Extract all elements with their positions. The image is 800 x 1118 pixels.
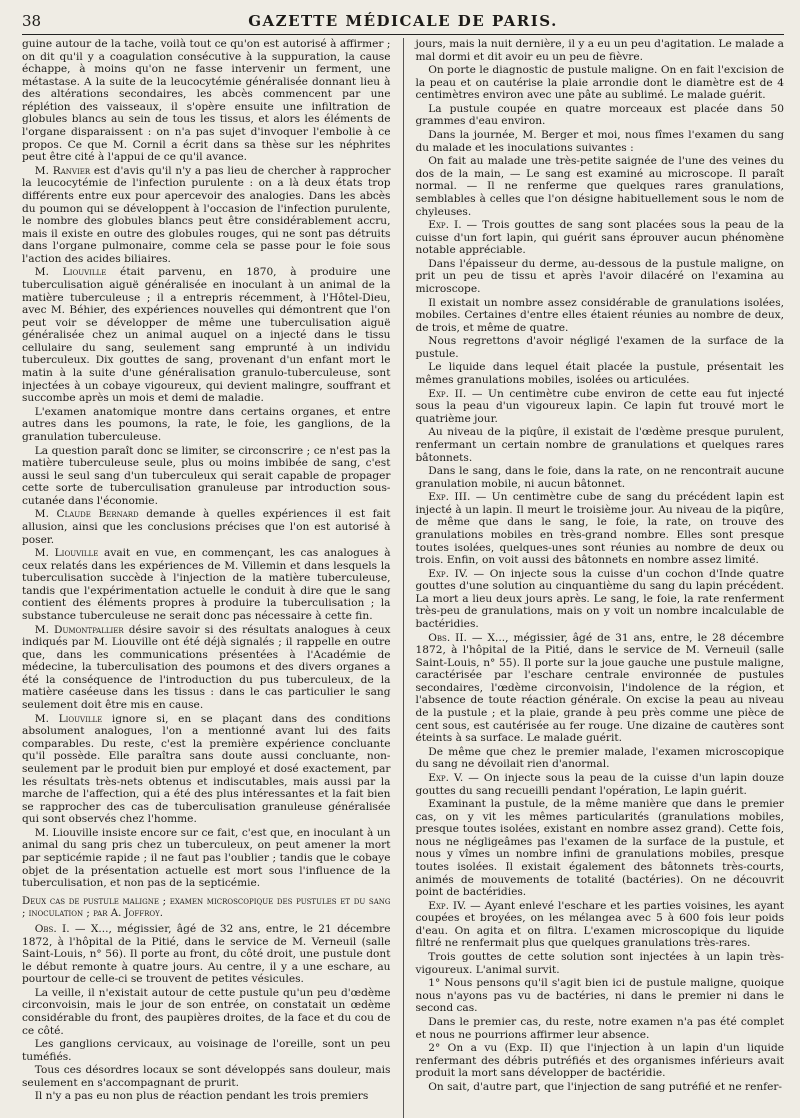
paragraph (416, 219, 785, 257)
paragraph (22, 827, 391, 890)
paragraph-text: — Un centimètre cube de sang du précédent lapin est injecté à un lapin. Il meurt le troisième jour. Au niveau de la piqûre, de même que dans le sang, le foie, la rate, on trouve des granulations mobiles en très-grand nombre. Elles sont presque toutes isolées, quelques-unes sont réunies au nombre de deux ou trois. Enfin, on voit aussi des bâtonnets en nombre assez limité. (415, 491, 784, 567)
speaker-name: Obs. II. (428, 631, 467, 644)
paragraph (22, 165, 391, 266)
paragraph (22, 38, 391, 164)
paragraph-text: — X..., mégissier, âgé de 31 ans, entre, le 28 décembre 1872, à l'hôpital de la Pitié, dans le service de M. Verneuil (salle Saint-Louis, n° 55). Il porte sur la joue gauche une pustule maligne, caractérisée par l'eschare centrale environnée de pustules secondaires, l'œdème circonvoisin, l'indolence de la région, et l'absence de toute réaction générale. On excise la peau au niveau de la pustule ; et la plaie, grande à peu près comme une pièce de cent sous, est cautérisée au fer rouge. Une dizaine de cautères sont éteints à sa surface. Le malade guérit. (415, 631, 784, 745)
paragraph-text: — Ayant enlevé l'eschare et les parties voisines, les ayant coupées et broyées, on les mélangea avec 5 à 600 fois leur poids d'eau. On agita et on filtra. L'examen microscopique du liquide filtré ne renfermait plus que quelques granulations très-rares. (415, 899, 784, 950)
left-column (22, 38, 391, 1118)
paragraph-text: guine autour de la tache, voilà tout ce qu'on est autorisé à affirmer ; on dit qu'il y a coagulation consécutive à la suppuration, la cause échappe, à moins qu'on ne fasse intervenir un ferment, une métastase. A la suite de la leucocytémie généralisée donnant lieu à des altérations secondaires, les abcès commencent par une réplétion des vaisseaux, il s'opère ensuite une infiltration de globules blancs au sein de tous les tissus, et alors les éléments de l'organe disparaissent : on n'a pas sujet d'invoquer l'embolie à ce propos. Ce que M. Cornil a écrit dans sa thèse sur les néphrites peut être cité à l'appui de ce qu'il avance. (22, 38, 391, 164)
speaker-name: M. Liouville (34, 266, 107, 279)
paragraph (22, 987, 391, 1037)
paragraph (416, 977, 785, 1015)
speaker-name: Exp. V. (428, 771, 464, 784)
journal-title: GAZETTE MÉDICALE DE PARIS. (248, 12, 558, 30)
paragraph (416, 388, 785, 426)
paragraph-text: — On injecte sous la cuisse d'un cochon d'Inde quatre gouttes d'une solution au cinquantième du sang du lapin précédent. La mort a lieu deux jours après. Le sang, le foie, la rate renferment très-peu de granulations, mais on y voit un nombre incalculable de bactéridies. (415, 567, 784, 631)
paragraph (416, 951, 785, 976)
paragraph-text: Tous ces désordres locaux se sont développés sans douleur, mais seulement en s'accompagnant de prurit. (22, 1064, 391, 1089)
paragraph (22, 1090, 391, 1103)
paragraph-text: Le liquide dans lequel était placée la pustule, présentait les mêmes granulations mobiles, isolées ou articulées. (415, 361, 784, 387)
paragraph (416, 632, 785, 745)
paragraph-text: Les ganglions cervicaux, au voisinage de l'oreille, sont un peu tuméfiés. (22, 1038, 391, 1063)
paragraph-text: désire savoir si des résultats analogues à ceux indiqués par M. Liouville ont été déjà signalés ; il rappelle en outre que, dans les communications présentées à l'Académie de médecine, la tuberculisation des poumons et des divers organes a été la conséquence de l'introduction du pus tuberculeux, de la matière caséeuse dans les tissus : dans le cas particulier le sang seulement doit être mis en cause. (22, 623, 391, 712)
paragraph-text: Dans le premier cas, du reste, notre examen n'a pas été complet et nous ne pourrions affirmer leur absence. (415, 1015, 784, 1041)
paragraph (22, 445, 391, 508)
paragraph (22, 508, 391, 546)
paragraph-text: — Un centimètre cube environ de cette eau fut injecté sous la peau d'un vigoureux lapin. Ce lapin fut trouvé mort le quatrième jour. (415, 387, 784, 425)
paragraph (22, 896, 391, 920)
paragraph-text: On fait au malade une très-petite saignée de l'une des veines du dos de la main, — Le sang est examiné au microscope. Il paraît normal. — Il ne renferme que quelques rares granulations, semblables à celles que l'on désigne habituellement sous le nom de chyleuses. (415, 155, 784, 218)
paragraph (416, 103, 785, 128)
speaker-name: Exp. IV. (428, 567, 468, 580)
speaker-name: Obs. I. (34, 922, 70, 935)
speaker-name: M. Liouville (34, 547, 99, 560)
paragraph (416, 900, 785, 950)
paragraph-text: Deux cas de pustule maligne ; examen microscopique des pustules et du sang ; inoculation ; par A. Joffroy. (22, 895, 391, 919)
page-number: 38 (22, 12, 42, 30)
paragraph (416, 465, 785, 490)
speaker-name: M. Ranvier (34, 164, 91, 177)
paragraph-text: Dans le sang, dans le foie, dans la rate, on ne rencontrait aucune granulation mobile, ni aucun bâtonnet. (415, 465, 784, 490)
paragraph-text: Nous regrettons d'avoir négligé l'examen de la surface de la pustule. (415, 335, 784, 360)
speaker-name: Exp. I. (428, 219, 462, 232)
paragraph (416, 38, 785, 63)
paragraph (22, 713, 391, 826)
paragraph (416, 798, 785, 899)
paragraph-text: avait en vue, en commençant, les cas analogues à ceux relatés dans les expériences de M. Villemin et dans lesquels la tuberculisation succède à l'injection de la matière tuberculeuse, tandis que l'expérimentation actuelle le conduit à dire que le sang contient des éléments propres à produire la tuberculisation ; la substance tuberculeuse ne serait donc pas nécessaire à cette fin. (22, 547, 391, 623)
paragraph (22, 923, 391, 986)
page-header (22, 12, 784, 35)
paragraph-text: ignore si, en se plaçant dans des conditions absolument analogues, l'on a mentionné avant lui des faits comparables. Du reste, c'est la première expérience concluante qu'il possède. Elle paraîtra sans doute aussi concluante, non-seulement par le produit bien pur employé et dosé exactement, par les résultats très-nets obtenus et indiscutables, mais aussi par la marche de l'affection, qui a été des plus intéressantes et la fait bien se rapprocher des cas de tuberculisation granuleuse généralisée qui sont observés chez l'homme. (22, 712, 391, 826)
paragraph (416, 297, 785, 335)
paragraph-text: On sait, d'autre part, que l'injection de sang putréfié et ne renfer- (428, 1080, 783, 1093)
paragraph (22, 624, 391, 712)
paragraph (22, 406, 391, 444)
text-columns (22, 38, 784, 1118)
paragraph-text: jours, mais la nuit dernière, il y a eu un peu d'agitation. Le malade a mal dormi et dit avoir eu un peu de fièvre. (415, 38, 784, 63)
paragraph-text: Il n'y a pas eu non plus de réaction pendant les trois premiers (34, 1090, 369, 1103)
speaker-name: M. Dumontpallier (34, 623, 124, 636)
paragraph-text: M. Liouville insiste encore sur ce fait, c'est que, en inoculant à un animal du sang pris chez un tuberculeux, on peut amener la mort par septicémie rapide ; il ne faut pas l'oublier ; tandis que le cobaye objet de la présentation actuelle est mort sous l'influence de la tuberculisation, et non pas de la septicémie. (22, 826, 391, 890)
paragraph (416, 258, 785, 296)
paragraph-text: Examinant la pustule, de la même manière que dans le premier cas, on y vit les mêmes particularités (granulations mobiles, presque toutes isolées, existant en nombre assez grand). Cette fois, nous ne négligeâmes pas l'examen de la surface de la pustule, et nous y vîmes un nombre infini de granulations mobiles, presque toutes isolées. Il existait également des bâtonnets très-courts, animés de mouvements de totalité (bactéries). On ne découvrit point de bactéridies. (415, 798, 784, 899)
paragraph-text: Trois gouttes de cette solution sont injectées à un lapin très-vigoureux. L'animal survit. (415, 951, 784, 976)
paragraph (22, 1038, 391, 1063)
paragraph-text: Dans l'épaisseur du derme, au-dessous de la pustule maligne, on prit un peu de tissu et après l'avoir dilacéré on l'examina au microscope. (415, 257, 784, 295)
speaker-name: Exp. II. (428, 387, 467, 400)
paragraph (416, 1042, 785, 1080)
paragraph-text: est d'avis qu'il n'y a pas lieu de chercher à rapprocher la leucocytémie de l'infection purulente : on a là deux états trop différents entre eux pour apercevoir des analogies. Dans les abcès du poumon qui se développent à l'occasion de l'infection purulente, le nombre des globules blancs peut être considérablement accru, mais il existe en outre des globules rouges, qui ne sont pas détruits dans l'organe pulmonaire, comme cela se passe pour le foie sous l'action des acides biliaires. (22, 164, 391, 265)
paragraph (416, 746, 785, 771)
paragraph (416, 1016, 785, 1041)
paragraph (416, 335, 785, 360)
paragraph (22, 266, 391, 404)
paragraph-text: Dans la journée, M. Berger et moi, nous fîmes l'examen du sang du malade et les inoculations suivantes : (415, 129, 784, 154)
paragraph-text: demande à quelles expériences il est fait allusion, ainsi que les conclusions précises que l'on est autorisé à poser. (22, 508, 391, 546)
paragraph-text: — Trois gouttes de sang sont placées sous la peau de la cuisse d'un fort lapin, qui guérit sans éprouver aucun phénomène notable appréciable. (415, 219, 784, 257)
paragraph (416, 1081, 785, 1094)
paragraph-text: — X..., mégissier, âgé de 32 ans, entre, le 21 décembre 1872, à l'hôpital de la Pitié, dans le service de M. Verneuil (salle Saint-Louis, n° 56). Il porte au front, du côté droit, une pustule dont le début remonte à quatre jours. Au centre, il y a une eschare, au pourtour de celle-ci se trouvent de petites vésicules. (22, 922, 391, 986)
speaker-name: Exp. III. (428, 491, 471, 504)
paragraph-text: Au niveau de la piqûre, il existait de l'œdème presque purulent, renfermant un certain nombre de granulations et quelques rares bâtonnets. (415, 426, 784, 464)
speaker-name: M. Liouville (34, 712, 103, 725)
paragraph-text: 2° On a vu (Exp. II) que l'injection à un lapin d'un liquide renfermant des débris putréfiés et des organismes inférieurs avait produit la mort sans développer de bactéridie. (415, 1042, 784, 1080)
paragraph-text: La veille, il n'existait autour de cette pustule qu'un peu d'œdème circonvoisin, mais le jour de son entrée, on constatait un œdème considérable du front, des paupières droites, de la face et du cou de ce côté. (22, 986, 391, 1037)
paragraph-text: La pustule coupée en quatre morceaux est placée dans 50 grammes d'eau environ. (415, 102, 784, 128)
paragraph (416, 426, 785, 464)
paragraph (416, 64, 785, 102)
paragraph (416, 155, 785, 218)
right-column (416, 38, 785, 1118)
paragraph-text: On porte le diagnostic de pustule maligne. On en fait l'excision de la peau et on cautérise la plaie arrondie dont le diamètre est de 4 centimètres environ avec une pâte au sublimé. Le malade guérit. (415, 64, 784, 102)
paragraph (416, 772, 785, 797)
paragraph-text: était parvenu, en 1870, à produire une tuberculisation aiguë généralisée en inoculant à un animal de la matière tuberculeuse ; il a entrepris récemment, à l'Hôtel-Dieu, avec M. Béhier, des expériences nouvelles qui démontrent que l'on peut voir se développer de même une tuberculisation aiguë généralisée chez un animal auquel on a injecté dans le tissu cellulaire du sang, seulement sang emprunté à un individu tuberculeux. Dix gouttes de sang, provenant d'un enfant mort le matin à la suite d'une généralisation granulo-tuberculeuse, sont injectées à un cobaye vigoureux, qui devient malingre, souffrant et succombe après un mois et demi de maladie. (22, 266, 391, 405)
paragraph (22, 1064, 391, 1089)
paragraph (416, 129, 785, 154)
speaker-name: Exp. IV. (428, 899, 467, 912)
paragraph-text: — On injecte sous la peau de la cuisse d'un lapin douze gouttes du sang recueilli pendant l'opération, Le lapin guérit. (415, 771, 784, 797)
paragraph-text: La question paraît donc se limiter, se circonscrire ; ce n'est pas la matière tuberculeuse seule, plus ou moins imbibée de sang, c'est aussi le seul sang d'un tuberculeux qui serait capable de propager cette sorte de tuberculisation granuleuse par introduction sous-cutanée dans l'économie. (22, 444, 391, 507)
speaker-name: M. Claude Bernard (34, 508, 139, 521)
column-divider (403, 38, 404, 1118)
paragraph (416, 491, 785, 566)
paragraph (416, 361, 785, 386)
paragraph-text: De même que chez le premier malade, l'examen microscopique du sang ne dévoilait rien d'anormal. (415, 745, 784, 771)
paragraph-text: L'examen anatomique montre dans certains organes, et entre autres dans les poumons, la rate, le foie, les ganglions, de la granulation tuberculeuse. (22, 405, 391, 443)
paragraph-text: 1° Nous pensons qu'il s'agit bien ici de pustule maligne, quoique nous n'ayons pas vu de bactéries, ni dans le premier ni dans le second cas. (415, 977, 784, 1015)
paragraph-text: Il existait un nombre assez considérable de granulations isolées, mobiles. Certaines d'entre elles étaient réunies au nombre de deux, de trois, et même de quatre. (415, 296, 784, 334)
paragraph (416, 568, 785, 631)
paragraph (22, 547, 391, 622)
